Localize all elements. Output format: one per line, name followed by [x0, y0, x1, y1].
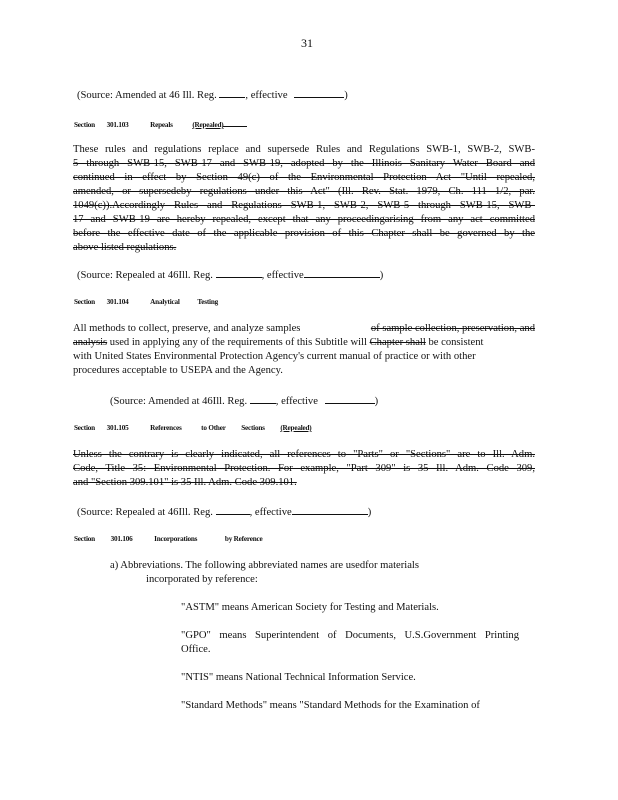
source-end: ) [374, 396, 379, 407]
source-mid: , effective [249, 507, 292, 518]
repealed-note: (Repealed) [192, 121, 224, 129]
definition-ntis: "NTIS" means National Technical Information Service. [181, 672, 416, 683]
struck-text: analysis [73, 337, 108, 348]
section-title-2: to Other [201, 424, 226, 432]
section-title: Incorporations [154, 535, 198, 543]
source-prefix: (Source: Amended at 46Ill. Reg. [110, 396, 248, 407]
body-line: continued in effect by Section 49(c) of the Environmental Protection Act "Until repealed, [73, 172, 535, 183]
body-line [73, 322, 535, 336]
body-line: 5 through SWB-15, SWB-17 and SWB-19, adopted by the Illinois Sanitary Water Board and [73, 158, 535, 169]
body-line: before the effective date of the applicable provision of this Chapter shall be governed by the [73, 228, 535, 239]
body-text: All methods to collect, preserve, and analyze samples [73, 323, 301, 334]
section-label: Section [74, 424, 95, 432]
body-line: Unless the contrary is clearly indicated, all references to "Parts" or "Sections" are to Ill. Adm. [73, 449, 535, 460]
definition-line: "GPO" means Superintendent of Documents, U.S.Government Printing [181, 630, 519, 641]
definition-gpo [181, 629, 519, 657]
section-title: Analytical [150, 298, 180, 306]
source-line-amended-104 [110, 394, 378, 409]
source-line-repealed-105 [77, 505, 371, 520]
body-line: with United States Environmental Protection Agency's current manual of practice or with other [73, 351, 476, 362]
body-line: Code, Title 35: Environmental Protection. For example, "Part 309" is 35 Ill. Adm. Code 309, [73, 463, 535, 474]
section-301-103-body [73, 143, 535, 255]
source-end: ) [344, 90, 348, 101]
body-line: 17 and SWB-19 are hereby repealed, except that any proceedingarising from any act committed [73, 214, 535, 225]
definition-standard-methods: "Standard Methods" means "Standard Methods for the Examination of [181, 700, 480, 711]
blank-effective [304, 268, 380, 278]
source-mid: , effective [245, 90, 288, 101]
section-number: 301.103 [106, 121, 129, 129]
blank-reg [250, 394, 276, 404]
definition-astm: "ASTM" means American Society for Testing and Materials. [181, 602, 439, 613]
section-301-104-body [73, 322, 535, 378]
body-line: and "Section 309.101" is 35 Ill. Adm. Code 309.101. [73, 477, 297, 488]
section-title-3: Sections [241, 424, 265, 432]
section-label: Section [74, 535, 95, 543]
body-line: 1049(c)).Accordingly Rules and Regulations SWB-1, SWB-2, SWB-5 through SWB-15, SWB- [73, 200, 535, 211]
heading-underline [223, 119, 247, 127]
section-heading-301-106 [74, 535, 262, 543]
struck-text: of sample collection, preservation, and [370, 323, 535, 334]
section-301-105-body [73, 448, 535, 490]
subsection-line: a) Abbreviations. The following abbreviated names are usedfor materials [110, 560, 419, 571]
source-mid: , effective [275, 396, 318, 407]
section-label: Section [74, 298, 95, 306]
subsection-line: incorporated by reference: [146, 574, 258, 585]
section-title-2: by Reference [224, 535, 263, 543]
section-heading-301-105 [74, 424, 312, 432]
struck-text: Chapter shall [369, 337, 426, 348]
source-line-repealed-103 [77, 268, 383, 283]
source-end: ) [379, 270, 384, 281]
body-line: procedures acceptable to USEPA and the Agency. [73, 365, 283, 376]
section-number: 301.104 [106, 298, 129, 306]
section-title: Repeals [150, 121, 173, 129]
body-line: These rules and regulations replace and supersede Rules and Regulations SWB-1, SWB-2, SWB- [73, 144, 535, 155]
blank-effective [325, 394, 375, 404]
source-mid: , effective [261, 270, 304, 281]
blank-reg [216, 268, 262, 278]
section-label: Section [74, 121, 95, 129]
section-title: References [150, 424, 182, 432]
section-heading-301-103 [74, 119, 247, 129]
repealed-note: (Repealed) [280, 424, 312, 432]
body-text: be consistent [428, 337, 484, 348]
blank-reg [216, 505, 250, 515]
subsection-a-abbreviations [110, 559, 419, 587]
blank-effective [292, 505, 368, 515]
source-prefix: (Source: Repealed at 46Ill. Reg. [77, 270, 213, 281]
source-line-amended-103 [77, 88, 348, 103]
body-text: used in applying any of the requirements of this Subtitle will [109, 337, 367, 348]
definition-line: Office. [181, 644, 211, 655]
section-number: 301.105 [106, 424, 129, 432]
source-prefix: (Source: Repealed at 46Ill. Reg. [77, 507, 213, 518]
source-prefix: (Source: Amended at 46 Ill. Reg. [77, 90, 217, 101]
section-title-2: Testing [197, 298, 219, 306]
body-line [73, 336, 535, 350]
body-line: amended, or supersedeby regulations under this Act" (Ill. Rev. Stat. 1979, Ch. 111 1/2, par. [73, 186, 535, 197]
page-number: 31 [301, 36, 313, 50]
blank-effective [294, 88, 344, 98]
section-number: 301.106 [110, 535, 133, 543]
section-heading-301-104 [74, 298, 218, 306]
source-end: ) [367, 507, 372, 518]
blank-reg [219, 88, 245, 98]
body-line: above listed regulations. [73, 242, 177, 253]
